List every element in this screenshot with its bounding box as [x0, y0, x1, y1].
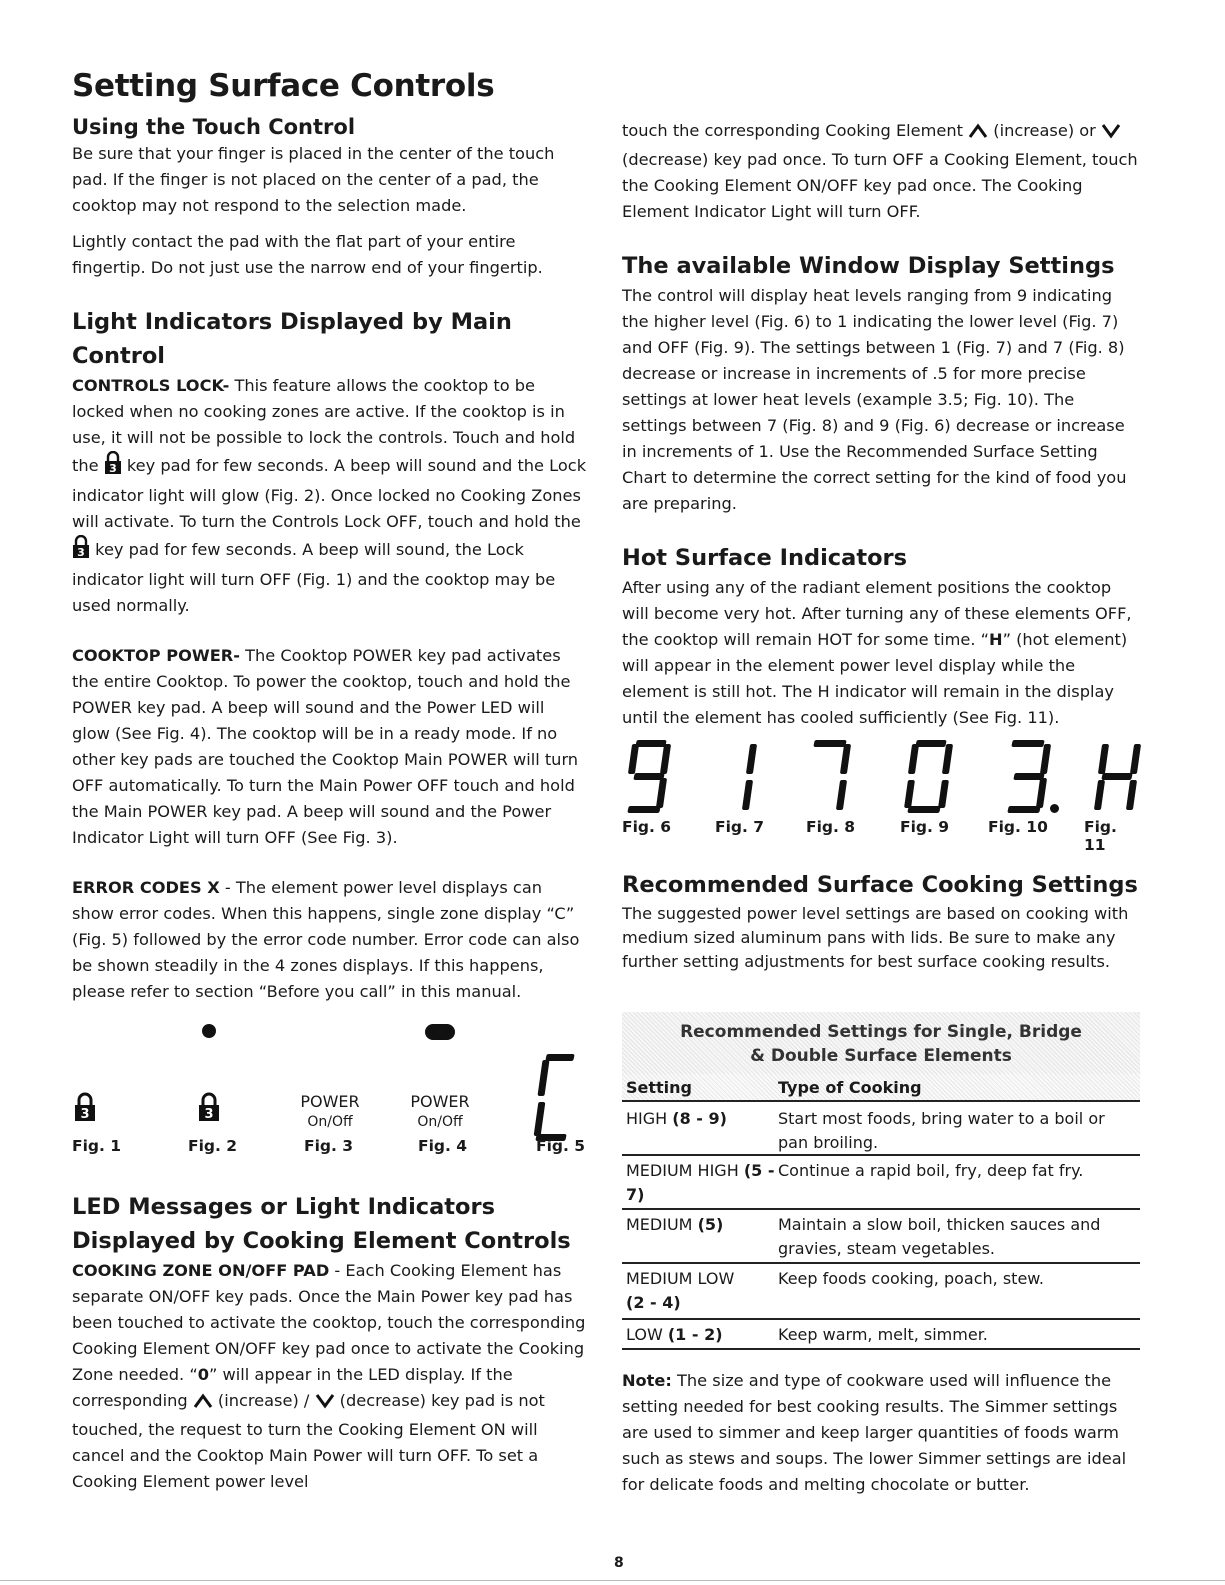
- main-control-figures: [72, 1010, 592, 1160]
- digit-h-display: [1094, 740, 1140, 812]
- lock-icon: [74, 1092, 96, 1126]
- setting-range: (1 - 2): [667, 1325, 723, 1344]
- setting-range: (5): [697, 1215, 724, 1234]
- digit-7-display: [808, 740, 852, 812]
- type-cell: Start most foods, bring water to a boil or pan broiling.: [778, 1109, 1105, 1152]
- error-codes-paragraph: [72, 875, 587, 1005]
- error-codes-lead: ERROR CODES X: [72, 878, 220, 897]
- table-row: [622, 1104, 1140, 1156]
- h-letter: H: [989, 630, 1003, 649]
- type-column-header: Type of Cooking: [778, 1078, 922, 1097]
- table-row: [622, 1156, 1140, 1210]
- fig-10-label: Fig. 10: [988, 818, 1048, 836]
- continued-text-a: touch the corresponding Cooking Element: [622, 121, 969, 140]
- window-display-heading: The available Window Display Settings: [622, 253, 1115, 279]
- power-led: [425, 1024, 455, 1040]
- controls-lock-text-b: key pad for few seconds. A beep will sound and the Lock indicator light will glow (Fig. 2). Once locked no Cooking Zones will activate. To turn the Controls Lock OFF, touch and hold the: [72, 456, 587, 531]
- display-settings-figures: [622, 740, 1142, 854]
- up-arrow-icon: [968, 121, 988, 147]
- setting-name: HIGH: [626, 1109, 673, 1128]
- hot-surface-paragraph: [622, 575, 1142, 731]
- touch-control-paragraph-2: Lightly contact the pad with the flat part of your entire fingertip. Do not just use the narrow end of your fingertip.: [72, 232, 543, 277]
- setting-range: (5 - 7): [626, 1161, 775, 1204]
- hot-surface-text-b: ” (hot element) will appear in the element power level display while the element is still hot. The H indicator will remain in the display until the element has cooled sufficiently (See Fig. 11).: [622, 630, 1128, 727]
- lock-icon: [198, 1092, 220, 1126]
- continued-paragraph: [622, 118, 1142, 225]
- type-cell: Continue a rapid boil, fry, deep fat fry.: [778, 1161, 1084, 1180]
- zero-symbol: 0: [197, 1365, 209, 1384]
- setting-name: MEDIUM HIGH: [626, 1161, 744, 1180]
- setting-cell: [626, 1159, 776, 1207]
- type-cell: Keep warm, melt, simmer.: [778, 1325, 988, 1344]
- lock-icon: [104, 451, 122, 483]
- setting-cell: [626, 1107, 776, 1131]
- fig-1-label: Fig. 1: [72, 1137, 122, 1155]
- controls-lock-text-c: key pad for few seconds. A beep will sound, the Lock indicator light will turn OFF (Fig. 1) and the cooktop may be used normally.: [72, 540, 556, 615]
- cooktop-power-lead: COOKTOP POWER-: [72, 646, 240, 665]
- touch-control-paragraph-1: Be sure that your finger is placed in the center of the touch pad. If the finger is not placed on the center of a pad, the cooktop may not respond to the selection made.: [72, 144, 555, 215]
- fig-11-label: Fig. 11: [1084, 818, 1117, 854]
- setting-name: MEDIUM: [626, 1215, 698, 1234]
- right-column: [622, 118, 1142, 731]
- continued-text-b: (increase) or: [988, 121, 1101, 140]
- type-cell: Keep foods cooking, poach, stew.: [778, 1269, 1044, 1288]
- svg-text:3: 3: [108, 462, 117, 475]
- error-c-display: [534, 1054, 576, 1144]
- error-codes-text: - The element power level displays can show error codes. When this happens, single zone display “C” (Fig. 5) followed by the error code number. Error code can also be shown steadily in the 4 zones displays. If this happens, please refer to section “Before you call” in this manual.: [72, 878, 580, 1001]
- digit-9-display: [626, 740, 670, 812]
- power-label: POWER: [410, 1092, 470, 1111]
- onoff-label: On/Off: [417, 1114, 463, 1130]
- type-cell: Maintain a slow boil, thicken sauces and gravies, steam vegetables.: [778, 1215, 1101, 1258]
- page-number: 8: [614, 1555, 624, 1571]
- page-title: Setting Surface Controls: [72, 68, 495, 104]
- note-text: The size and type of cookware used will influence the setting needed for best cooking results. The Simmer settings are used to simmer and keep larger quantities of foods warm such as stews and soups. The lower Simmer settings are ideal for delicate foods and melting chocolate or butter.: [622, 1371, 1127, 1494]
- digit-0-display: [906, 740, 954, 812]
- led-messages-heading: LED Messages or Light Indicators Displayed by Cooking Element Controls: [72, 1194, 571, 1254]
- cooking-zone-text-c: (increase) /: [212, 1391, 315, 1410]
- recommended-heading: Recommended Surface Cooking Settings: [622, 872, 1138, 898]
- digit-3-point-5-display: [1006, 740, 1062, 812]
- svg-text:3: 3: [80, 1107, 90, 1122]
- lock-icon: [72, 535, 90, 567]
- setting-range: (2 - 4): [626, 1293, 681, 1312]
- power-key-on: [400, 1092, 480, 1132]
- table-row: [622, 1320, 1140, 1350]
- fig-2-label: Fig. 2: [188, 1137, 238, 1155]
- fig-3-label: Fig. 3: [304, 1137, 354, 1155]
- controls-lock-paragraph: [72, 373, 587, 619]
- setting-name: MEDIUM LOW: [626, 1269, 735, 1288]
- cooking-zone-text-d: (decrease) key pad is not touched, the request to turn the Cooking Element ON will cancel and the Cooktop Main Power will turn OFF. To set a Cooking Element power level: [72, 1391, 545, 1491]
- hot-surface-text-a: After using any of the radiant element positions the cooktop will become very hot. After turning any of these elements OFF, the cooktop will remain HOT for some time. “: [622, 578, 1132, 649]
- light-indicators-heading: Light Indicators Displayed by Main Control: [72, 309, 512, 369]
- down-arrow-icon: [315, 1391, 335, 1417]
- cooking-zone-lead: COOKING ZONE ON/OFF PAD: [72, 1261, 330, 1280]
- note-paragraph: [622, 1368, 1142, 1498]
- cooktop-power-text: The Cooktop POWER key pad activates the entire Cooktop. To power the cooktop, touch and hold the POWER key pad. A beep will sound and the Power LED will glow (See Fig. 4). The cooktop will be in a ready mode. If no other key pads are touched the Cooktop Main POWER will turn OFF automatically. To turn the Main Power OFF touch and hold the Main POWER key pad. A beep will sound and the Power Indicator Light will turn OFF (See Fig. 3).: [72, 646, 579, 847]
- setting-cell: [626, 1323, 776, 1347]
- indicator-light: [202, 1024, 216, 1038]
- note-lead: Note:: [622, 1371, 672, 1390]
- fig-7-label: Fig. 7: [715, 818, 765, 836]
- fig-6-label: Fig. 6: [622, 818, 672, 836]
- setting-range: (8 - 9): [672, 1109, 727, 1128]
- fig-5-label: Fig. 5: [536, 1137, 586, 1155]
- hot-surface-heading: Hot Surface Indicators: [622, 545, 908, 571]
- digit-1-display: [740, 740, 760, 812]
- table-row: [622, 1264, 1140, 1320]
- touch-control-heading: Using the Touch Control: [72, 115, 356, 139]
- cooktop-power-paragraph: [72, 643, 587, 851]
- bottom-rule: [0, 1580, 1225, 1581]
- settings-table-title: [622, 1012, 1140, 1074]
- recommended-paragraph: The suggested power level settings are based on cooking with medium sized aluminum pans with lids. Be sure to make any further setting adjustments for best surface cooking results.: [622, 904, 1129, 971]
- fig-4-label: Fig. 4: [418, 1137, 468, 1155]
- power-label: POWER: [300, 1092, 360, 1111]
- down-arrow-icon: [1101, 121, 1121, 147]
- note-section: [622, 1368, 1142, 1498]
- setting-name: LOW: [626, 1325, 668, 1344]
- fig-8-label: Fig. 8: [806, 818, 856, 836]
- cooking-zone-paragraph: [72, 1258, 587, 1495]
- svg-text:3: 3: [77, 546, 85, 559]
- onoff-label: On/Off: [307, 1114, 353, 1130]
- svg-text:3: 3: [204, 1107, 214, 1122]
- left-column: [72, 113, 587, 1005]
- window-display-paragraph: The control will display heat levels ranging from 9 indicating the higher level (Fig. 6) to 1 indicating the lower level (Fig. 7) and OFF (Fig. 9). The settings between 1 (Fig. 7) and 7 (Fig. 8) decrease or increase in increments of .5 for more precise settings at lower heat levels (example 3.5; Fig. 10). The settings between 7 (Fig. 8) and 9 (Fig. 6) decrease or increase in increments of 1. Use the Recommended Surface Setting Chart to determine the correct setting for the kind of food you are preparing.: [622, 286, 1127, 513]
- continued-text-c: (decrease) key pad once. To turn OFF a Cooking Element, touch the Cooking Element ON/OFF key pad once. The Cooking Element Indicator Light will turn OFF.: [622, 150, 1138, 221]
- settings-table-header-row: [622, 1074, 1140, 1102]
- up-arrow-icon: [193, 1391, 213, 1417]
- cooking-zone-text-a: - Each Cooking Element has separate ON/OFF key pads. Once the Main Power key pad has been touched to activate the cooktop, touch the corresponding Cooking Element ON/OFF key pad once to activate the Cooking Zone needed. “: [72, 1261, 586, 1384]
- recommended-section: [622, 868, 1142, 974]
- power-key-off: [290, 1092, 370, 1132]
- table-row: [622, 1210, 1140, 1264]
- controls-lock-text-a: This feature allows the cooktop to be locked when no cooking zones are active. If the cooktop is in use, it will not be possible to lock the controls. Touch and hold the: [72, 376, 576, 475]
- cooking-zone-text-b: ” will appear in the LED display. If the corresponding: [72, 1365, 513, 1410]
- setting-cell: [626, 1267, 746, 1315]
- controls-lock-lead: CONTROLS LOCK-: [72, 376, 230, 395]
- fig-9-label: Fig. 9: [900, 818, 950, 836]
- setting-column-header: Setting: [626, 1078, 692, 1097]
- table-title-text: Recommended Settings for Single, Bridge & Double Surface Elements: [680, 1022, 1082, 1066]
- led-section: [72, 1190, 587, 1495]
- setting-cell: [626, 1213, 776, 1237]
